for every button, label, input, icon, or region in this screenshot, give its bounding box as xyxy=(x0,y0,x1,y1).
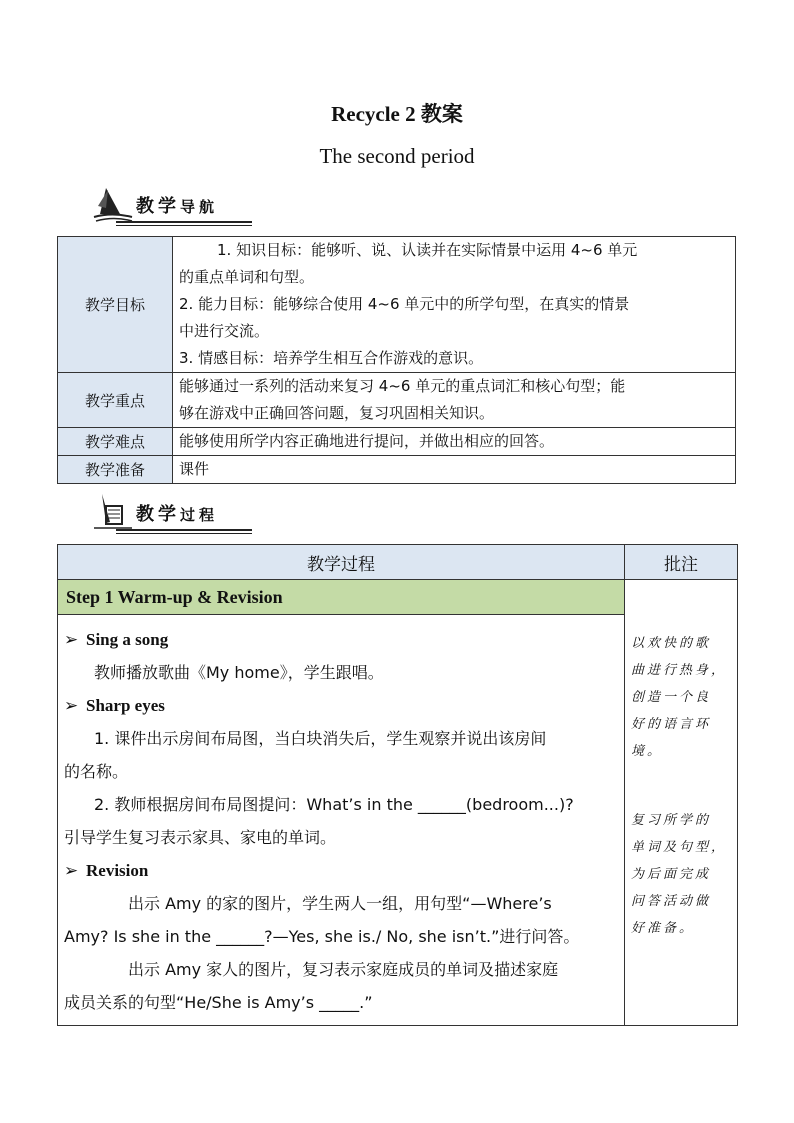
section-head-nav xyxy=(92,184,252,226)
table-row xyxy=(58,373,736,428)
divider xyxy=(116,533,252,534)
table-row xyxy=(58,456,736,484)
header-notes: 批注 xyxy=(625,545,738,580)
row-label: 教学难点 xyxy=(58,428,173,456)
divider xyxy=(116,529,252,531)
objectives-table xyxy=(57,236,736,484)
section-label-process-big: 教学 xyxy=(136,504,180,525)
row-value: 能够使用所学内容正确地进行提问，并做出相应的回答。 xyxy=(173,428,736,456)
bullet-item: ➢ Sing a song xyxy=(64,623,618,656)
notes-cell xyxy=(625,580,738,1026)
page-subtitle: The second period xyxy=(319,144,475,168)
bullet-item: ➢ Revision xyxy=(64,854,618,887)
row-value: 1. 知识目标：能够听、说、认读并在实际情景中运用 4~6 单元 的重点单词和句型。 2. 能力目标：能够综合使用 4~6 单元中的所学句型，在真实的情景 中进行交流。 3. 情感目标：培养学生相互合作游戏的意识。 xyxy=(173,237,736,373)
bullet-item: ➢ Sharp eyes xyxy=(64,689,618,722)
section-label-nav-small: 导航 xyxy=(180,198,219,216)
pen-book-icon xyxy=(92,492,134,532)
arrow-bullet-icon: ➢ xyxy=(64,696,79,715)
table-row xyxy=(58,580,738,615)
divider xyxy=(116,221,252,223)
section-label-nav-big: 教学 xyxy=(136,196,180,217)
arrow-bullet-icon: ➢ xyxy=(64,630,79,649)
step-title: Step 1 Warm-up & Revision xyxy=(58,580,625,615)
section-label-process-small: 过程 xyxy=(180,506,219,524)
page-title: Recycle 2 教案 xyxy=(331,102,463,126)
row-label: 教学目标 xyxy=(58,237,173,373)
table-row xyxy=(58,237,736,373)
table-row xyxy=(58,428,736,456)
row-label: 教学重点 xyxy=(58,373,173,428)
row-value: 能够通过一系列的活动来复习 4~6 单元的重点词汇和核心句型；能 够在游戏中正确回答问题，复习巩固相关知识。 xyxy=(173,373,736,428)
note-2: 复习所学的 单词及句型， 为后面完成 问答活动做 好准备。 xyxy=(631,813,728,936)
header-process: 教学过程 xyxy=(58,545,625,580)
note-1: 以欢快的歌 曲进行热身， 创造一个良 好的语言环 境。 xyxy=(631,636,728,759)
arrow-bullet-icon: ➢ xyxy=(64,861,79,880)
section-head-process xyxy=(92,492,252,534)
step-body: ➢ Sing a song 教师播放歌曲《My home》，学生跟唱。 ➢ Sharp eyes 1. 课件出示房间布局图，当白块消失后，学生观察并说出该房间 的名称。 2. 教师根据房间布局图提问：What’s in the ______(bedroom...)? 引导学生复习表示家具、家电的单词。 ➢ Revision 出示 Amy 的家的图片，学生两人一组，用句型“—Where’s Amy? Is she in the ______?—Yes, she is./ No, she isn’t.”进行问答。 出示 Amy 家人的图片，复习表示家庭成员的单词及描述家庭 成员关系的句型“He/She is Amy’s _____.” xyxy=(58,615,625,1026)
row-label: 教学准备 xyxy=(58,456,173,484)
divider xyxy=(116,225,252,226)
sailboat-pen-icon xyxy=(92,184,134,224)
table-header-row xyxy=(58,545,738,580)
row-value: 课件 xyxy=(173,456,736,484)
process-table xyxy=(57,544,738,1026)
